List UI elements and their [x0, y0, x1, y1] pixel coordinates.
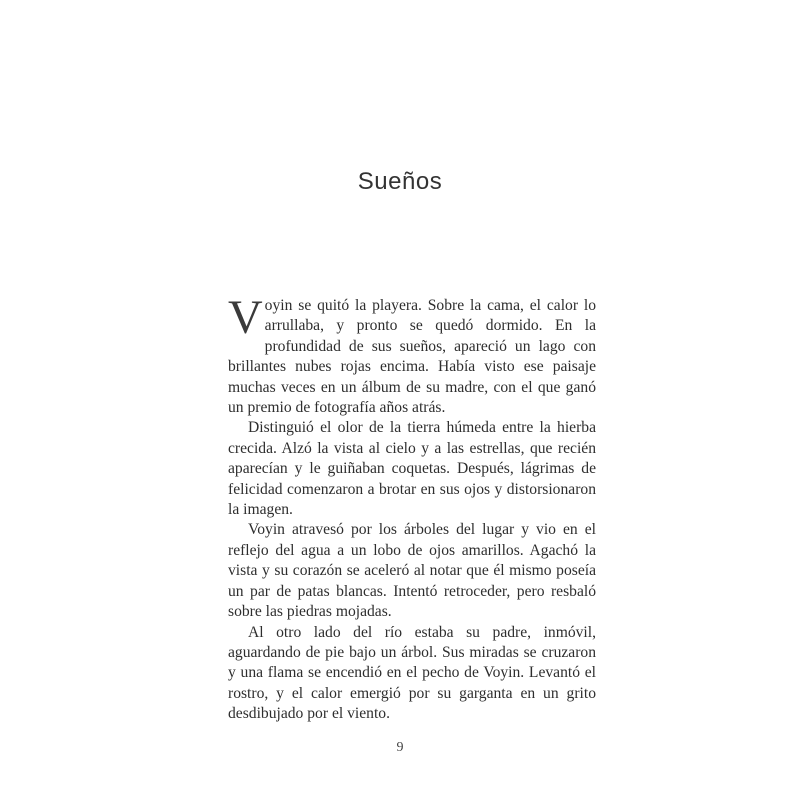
- chapter-body: [228, 291, 596, 725]
- paragraph-3: Voyin atravesó por los árboles del lugar y vio en el reflejo del agua a un lobo de ojos amarillos. Agachó la vista y su corazón se aceleró al notar que él mismo poseía un par de patas blancas. Intentó retroceder, pero resbaló sobre las piedras mojadas.: [228, 521, 596, 621]
- drop-cap: V: [228, 291, 263, 344]
- chapter-title: Sueños: [357, 168, 443, 195]
- page-number: 9: [396, 740, 404, 755]
- paragraph-1-text: oyin se quitó la playera. Sobre la cama, el calor lo arrullaba, y pronto se quedó dormido. En la profundidad de sus sueños, apareció un lago con brillantes nubes rojas encima. Había visto ese paisaje muchas veces en un álbum de su madre, con el que ganó un premio de fotografía años atrás.: [228, 297, 596, 417]
- paragraph-2: Distinguió el olor de la tierra húmeda entre la hierba crecida. Alzó la vista al cielo y a las estrellas, que recién aparecían y le guiñaban coquetas. Después, lágrimas de felicidad comenzaron a brotar en sus ojos y distorsionaron la imagen.: [228, 419, 596, 519]
- paragraph-4: Al otro lado del río estaba su padre, inmóvil, aguardando de pie bajo un árbol. Sus miradas se cruzaron y una flama se encendió en el pecho de Voyin. Levantó el rostro, y el calor emergió por su garganta en un grito desdibujado por el viento.: [228, 623, 596, 723]
- paragraph-1: [228, 291, 596, 418]
